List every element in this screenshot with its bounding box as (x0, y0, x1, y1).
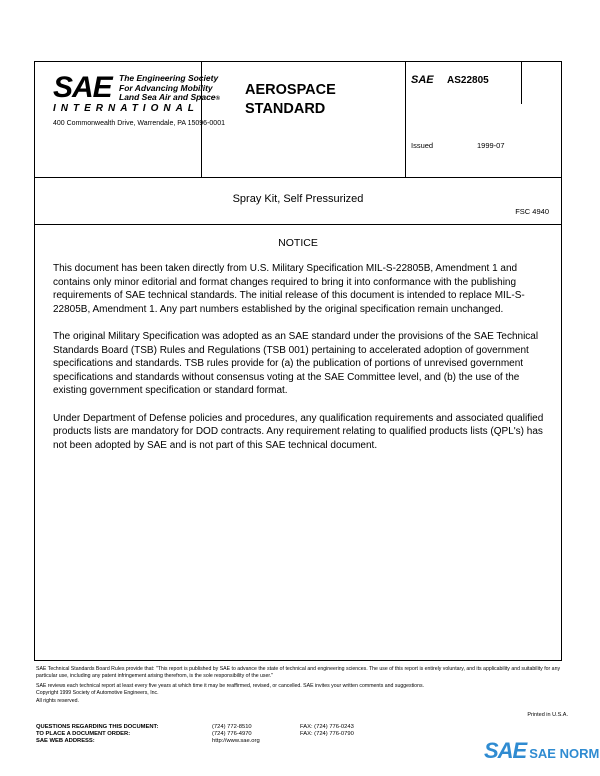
contact-label: QUESTIONS REGARDING THIS DOCUMENT: (36, 724, 159, 730)
paragraph: Under Department of Defense policies and procedures, any qualification requirements and associated qualified products lists are mandatory for DOD contracts. Any requirement relating to qualified products lists (QPL's) has not been adopted by SAE and is not part of this SAE technical document. (53, 412, 544, 451)
contact-phones (212, 724, 260, 745)
footer-line: SAE Technical Standards Board Rules provide that: "This report is published by SAE to advance the state of technical and engineering sciences. The use of this report is entirely voluntary, and its applicability and suitability for any particular use, including any patent infringement arising therefrom, is the sole responsibility of the user." (36, 666, 561, 680)
issued-date: 1999-07 (477, 141, 505, 150)
paragraph: The original Military Specification was adopted as an SAE standard under the provisions of the SAE Technical Standards Board (TSB) Rules and Regulations (TSB 001) pertaining to accelerated adoption of government specifications and standards. TSB rules provide for (a) the publication of portions of unrevised government specifications and standards without consensus voting at the SAE Committee level, and (b) the use of the existing government specification or standard format. (53, 330, 539, 397)
watermark-sae: SAE (484, 738, 527, 763)
tagline-line: For Advancing Mobility (119, 82, 213, 93)
fax: FAX: (724) 776-0243 (300, 724, 354, 730)
header-divider (405, 62, 406, 177)
document-title: Spray Kit, Self Pressurized (232, 193, 364, 205)
notice-heading: NOTICE (278, 237, 318, 249)
contact-fax (300, 724, 354, 738)
footer-line: SAE reviews each technical report at least every five years at which time it may be reaffirmed, revised, or cancelled. SAE invites your written comments and suggestions. (36, 682, 424, 689)
printed-in: Printed in U.S.A. (527, 712, 568, 718)
contact-labels (36, 724, 158, 745)
web-address[interactable]: http://www.sae.org (212, 738, 260, 744)
contact-label: SAE WEB ADDRESS: (36, 738, 95, 744)
aero-line: STANDARD (245, 101, 326, 117)
fsc-code: FSC 4940 (515, 207, 549, 216)
footer-line: All rights reserved. (36, 697, 79, 704)
international-label: INTERNATIONAL (53, 103, 199, 114)
tagline-text: Land Sea Air and Space (119, 92, 216, 102)
phone: (724) 776-4970 (212, 731, 252, 737)
notice-body (53, 262, 551, 466)
tagline-line: The Engineering Society (119, 73, 219, 83)
aero-line: AEROSPACE (245, 82, 336, 98)
fax: FAX: (724) 776-0790 (300, 731, 354, 737)
contact-label: TO PLACE A DOCUMENT ORDER: (36, 731, 131, 737)
address: 400 Commonwealth Drive, Warrendale, PA 15096-0001 (53, 120, 225, 127)
sae-logo: SAE (53, 71, 112, 104)
footer-text (36, 666, 566, 705)
issued-label: Issued (411, 141, 434, 150)
tagline (119, 74, 220, 105)
title-block (35, 177, 561, 225)
watermark-norm: SAE NORM (529, 746, 600, 761)
phone: (724) 772-8510 (212, 724, 252, 730)
sae-small-logo: SAE (411, 74, 434, 86)
aerospace-standard (245, 81, 336, 119)
paragraph: This document has been taken directly from U.S. Military Specification MIL-S-22805B, Amendment 1 and contains only minor editorial and format changes required to bring it into conformance with the publishing requirements of SAE technical standards. The initial release of this document is intended to replace MIL-S-22805B, Amendment 1. Any part numbers established by the original specification remain unchanged. (53, 263, 525, 315)
header-divider (521, 62, 522, 104)
document-number: AS22805 (447, 75, 489, 86)
footer-line: Copyright 1999 Society of Automotive Engineers, Inc. (36, 690, 159, 697)
watermark-logo (484, 738, 599, 764)
document-frame (34, 61, 562, 661)
header-block (35, 62, 561, 178)
registered-mark: ® (215, 96, 220, 102)
